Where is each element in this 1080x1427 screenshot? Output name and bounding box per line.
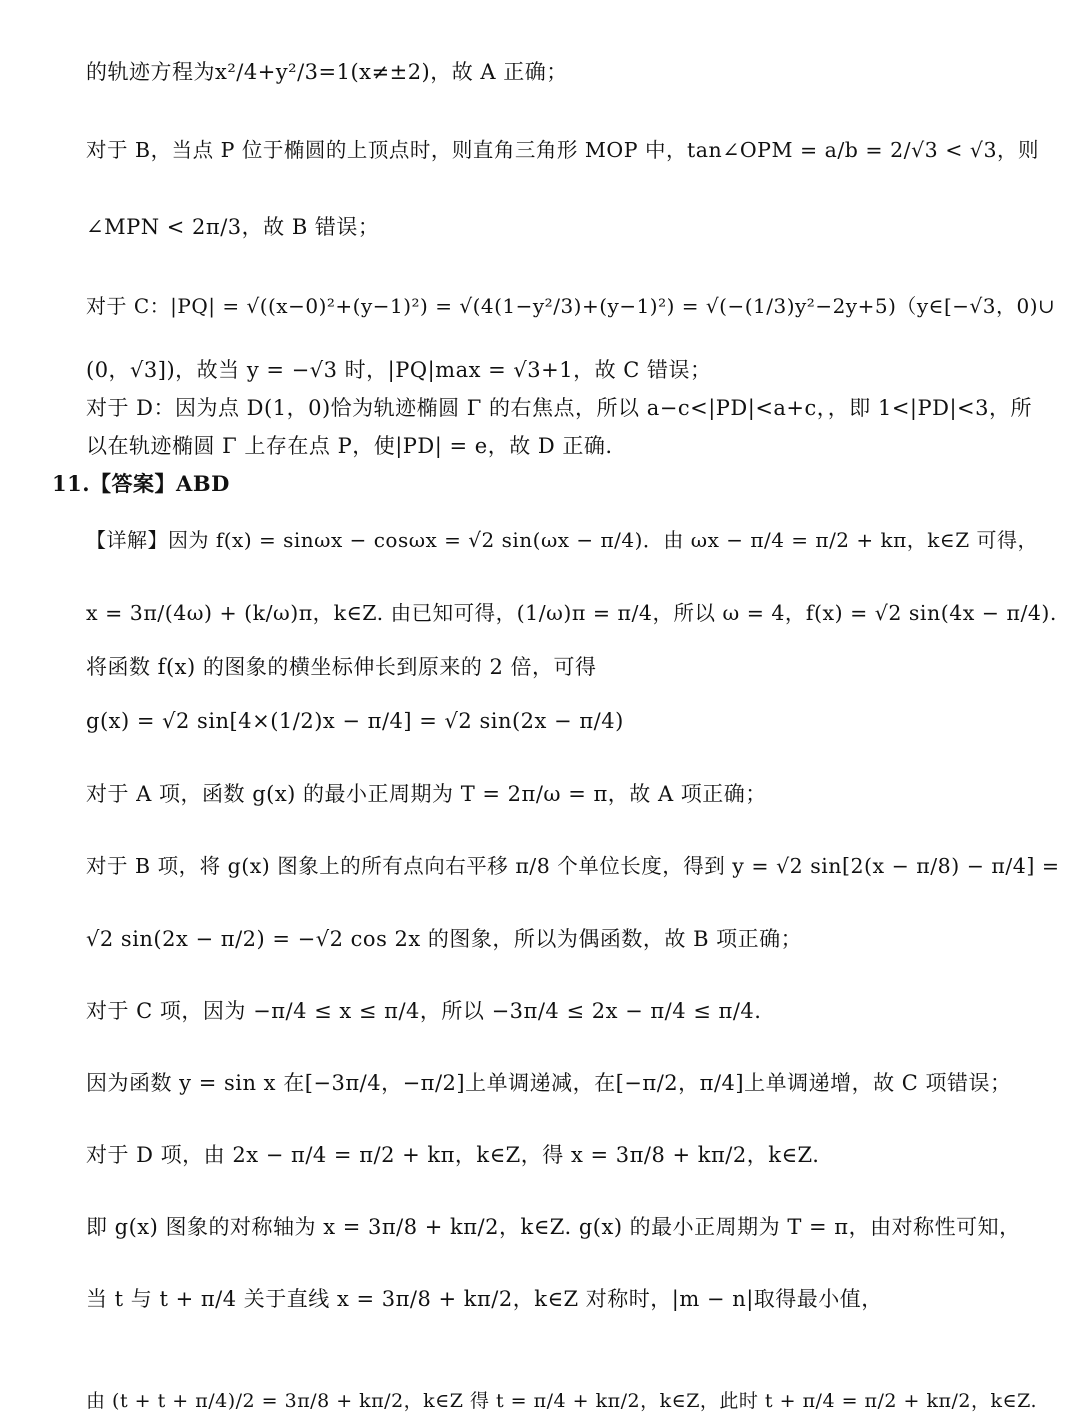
text-line-3: ∠MPN < 2π/3，故 B 错误； [86, 215, 380, 239]
text-line-4: 对于 C：|PQ| = √((x−0)²+(y−1)²) = √(4(1−y²/3)+(y−1)²) = √(−(1/3)y²−2y+5)（y∈[−√3，0)∪ [86, 294, 1056, 318]
text-line-6: 对于 D：因为点 D(1，0)恰为轨迹椭圆 Γ 的右焦点，所以 a−c<|PD|<a+c，，即 1<|PD|<3，所 [86, 396, 1032, 420]
text-line-20: 当 t 与 t + π/4 关于直线 x = 3π/8 + kπ/2，k∈Z 对称时，|m − n|取得最小值， [86, 1287, 883, 1311]
text-line-5: (0，√3])，故当 y = −√3 时，|PQ|max = √3+1，故 C 错误； [86, 358, 712, 382]
text-line-13: 对于 A 项，函数 g(x) 的最小正周期为 T = 2π/ω = π，故 A 项正确； [86, 782, 767, 806]
text-line-9: 【详解】因为 f(x) = sinωx − cosωx = √2 sin(ωx − π/4)．由 ωx − π/4 = π/2 + kπ，k∈Z 可得， [86, 528, 1038, 552]
question-11-heading: 11.【答案】ABD [52, 471, 230, 496]
text-line-17: 因为函数 y = sin x 在[−3π/4，−π/2]上单调递减，在[−π/2，π/4]上单调递增，故 C 项错误； [86, 1071, 1012, 1095]
text-line-7: 以在轨迹椭圆 Γ 上存在点 P，使|PD| = e，故 D 正确. [86, 434, 613, 458]
text-line-21: 由 (t + t + π/4)/2 = 3π/8 + kπ/2，k∈Z 得 t = π/4 + kπ/2，k∈Z，此时 t + π/4 = π/2 + kπ/2，k∈Z. [86, 1390, 1037, 1412]
text-line-18: 对于 D 项，由 2x − π/4 = π/2 + kπ，k∈Z，得 x = 3π/8 + kπ/2，k∈Z. [86, 1143, 820, 1167]
text-line-15: √2 sin(2x − π/2) = −√2 cos 2x 的图象，所以为偶函数，故 B 项正确； [86, 927, 803, 951]
text-line-1: 的轨迹方程为x²/4+y²/3=1(x≠±2)，故 A 正确； [86, 60, 568, 84]
text-line-12: g(x) = √2 sin[4×(1/2)x − π/4] = √2 sin(2x − π/4) [86, 709, 624, 733]
text-line-11: 将函数 f(x) 的图象的横坐标伸长到原来的 2 倍，可得 [86, 655, 597, 679]
text-line-10: x = 3π/(4ω) + (k/ω)π，k∈Z. 由已知可得，(1/ω)π = π/4，所以 ω = 4，f(x) = √2 sin(4x − π/4). [86, 601, 1057, 625]
text-line-14: 对于 B 项，将 g(x) 图象上的所有点向右平移 π/8 个单位长度，得到 y = √2 sin[2(x − π/8) − π/4] = [86, 854, 1060, 878]
text-line-16: 对于 C 项，因为 −π/4 ≤ x ≤ π/4，所以 −3π/4 ≤ 2x − π/4 ≤ π/4. [86, 999, 762, 1023]
text-line-19: 即 g(x) 图象的对称轴为 x = 3π/8 + kπ/2，k∈Z. g(x) 的最小正周期为 T = π，由对称性可知， [86, 1215, 1021, 1239]
text-line-2: 对于 B，当点 P 位于椭圆的上顶点时，则直角三角形 MOP 中，tan∠OPM = a/b = 2/√3 < √3，则 [86, 138, 1039, 162]
